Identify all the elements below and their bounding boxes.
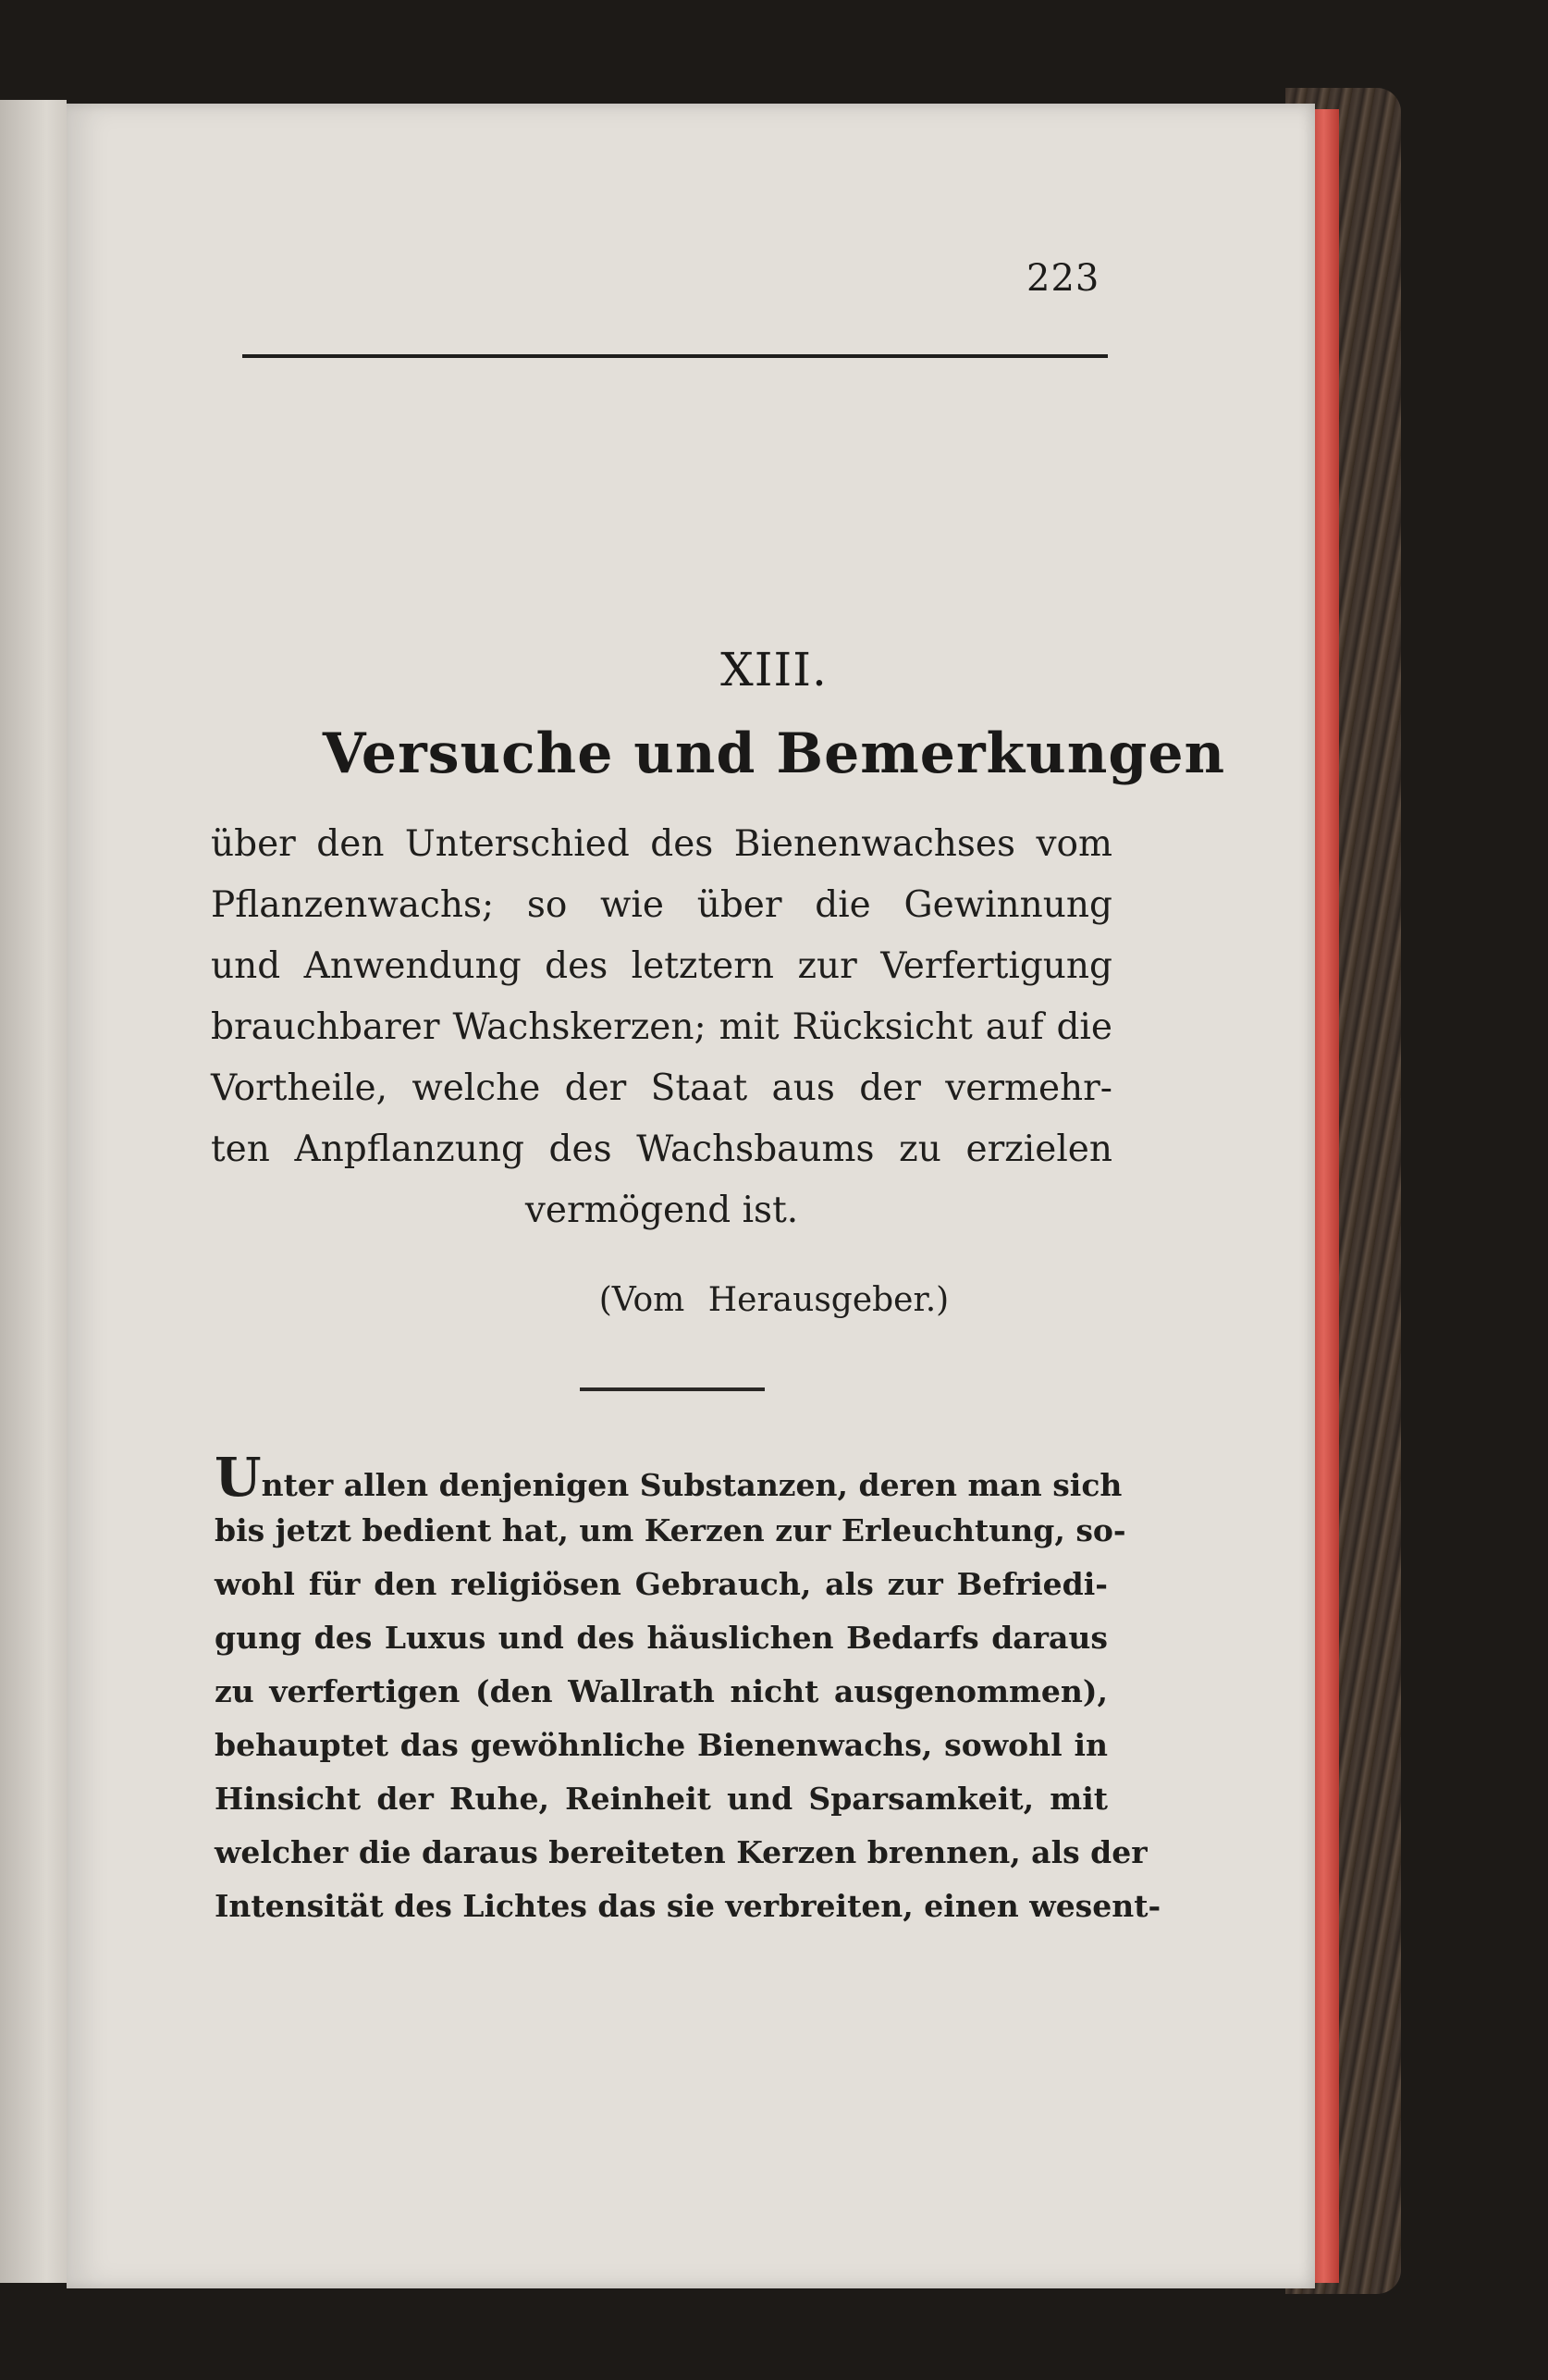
chapter-title: Versuche und Bemerkungen (322, 721, 1226, 786)
body-line: bis jetzt bedient hat, um Kerzen zur Erleuchtung, so- (215, 1512, 1126, 1548)
section-rule (580, 1387, 765, 1391)
body-line: Hinsicht der Ruhe, Reinheit und Sparsamkeit, mit (215, 1781, 1108, 1817)
drop-cap: U (215, 1446, 262, 1509)
subtitle-line: vermögend ist. (524, 1190, 799, 1231)
page-number: 223 (1026, 257, 1100, 300)
body-line: welcher die daraus bereiteten Kerzen brennen, als der (215, 1834, 1148, 1870)
body-first-line (215, 1446, 1123, 1512)
left-page-sliver (0, 100, 67, 2283)
body-line: zu verfertigen (den Wallrath nicht ausgenommen), (215, 1673, 1108, 1709)
red-page-edge (1311, 109, 1339, 2283)
body-line: Intensität des Lichtes das sie verbreiten, einen wesent- (215, 1888, 1161, 1924)
body-line: behauptet das gewöhnliche Bienenwachs, sowohl in (215, 1727, 1108, 1763)
subtitle-line: ten Anpflanzung des Wachsbaums zu erzielen (211, 1128, 1112, 1170)
header-rule (242, 354, 1108, 358)
subtitle-line: Vortheile, welche der Staat aus der vermehr- (211, 1067, 1112, 1109)
body-first-line-text: nter allen denjenigen Substanzen, deren man sich (261, 1467, 1123, 1503)
body-line: wohl für den religiösen Gebrauch, als zur Befriedi- (215, 1566, 1108, 1602)
chapter-number: XIII. (720, 643, 828, 697)
body-line: gung des Luxus und des häuslichen Bedarfs daraus (215, 1620, 1108, 1656)
subtitle-line: über den Unterschied des Bienenwachses vom (211, 823, 1112, 865)
subtitle-line: und Anwendung des letztern zur Verfertigung (211, 945, 1112, 987)
subtitle-line: Pflanzenwachs; so wie über die Gewinnung (211, 884, 1112, 926)
subtitle-line: brauchbarer Wachskerzen; mit Rücksicht auf die (211, 1006, 1112, 1048)
author-note: (Vom Herausgeber.) (598, 1281, 950, 1319)
